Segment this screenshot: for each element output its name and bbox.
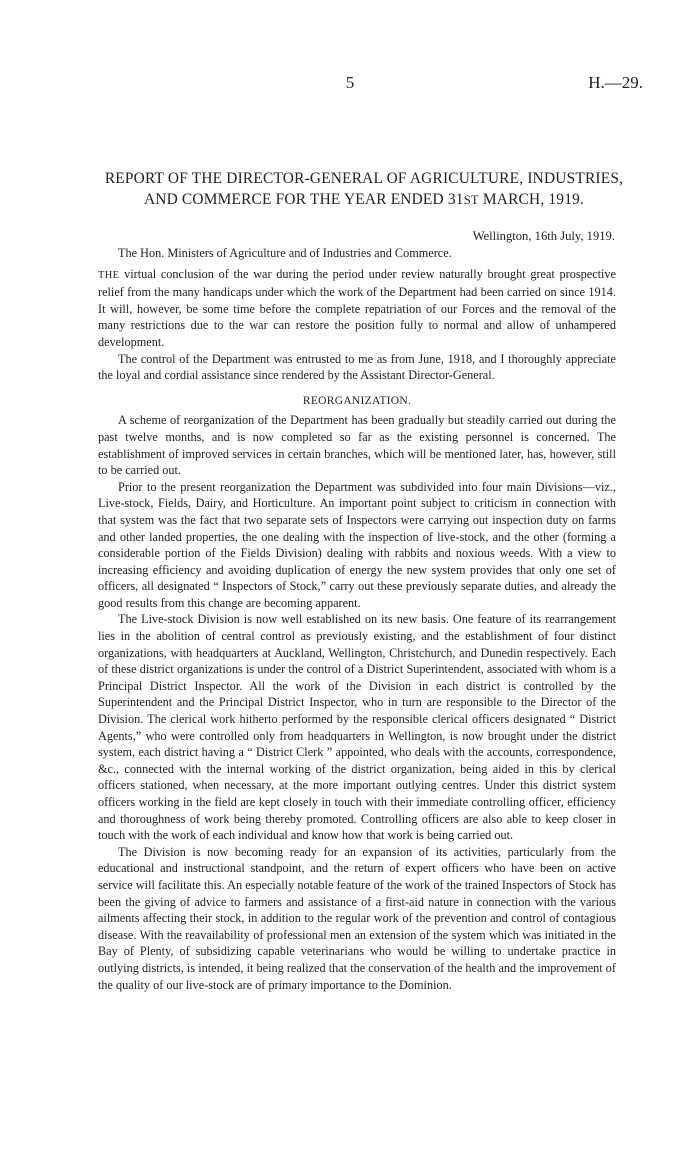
report-title-line-2 (100, 189, 628, 211)
report-title-line-1: REPORT OF THE DIRECTOR-GENERAL OF AGRICULTURE, INDUSTRIES, (104, 170, 624, 187)
paragraph-lead-word: THE (98, 269, 120, 281)
page-number: 5 (345, 73, 355, 92)
reorganization-paragraph-2: Prior to the present reorganization the Department was subdivided into four main Divisions—viz., Live-stock, Fields, Dairy, and Horticulture. An important point subject to criticism in connection with that system was the fact that two separate sets of Inspectors were carrying out inspection duty on farms and other landed properties, the one dealing with the inspection of live-stock, and the other (forming a considerable portion of the Fields Division) dealing with rabbits and noxious weeds. With a view to increasing efficiency and avoiding duplication of energy the new system provides that only one set of officers, all designated “ Inspectors of Stock,” carry out these previously separate duties, and already the good results from this change are becoming apparent. (98, 479, 616, 610)
document-code: H.—29. (588, 73, 643, 92)
salutation: The Hon. Ministers of Agriculture and of Industries and Commerce. (118, 246, 452, 260)
report-body (98, 245, 616, 993)
reorganization-paragraph-3: The Live-stock Division is now well established on its new basis. One feature of its rearrangement lies in the abolition of central control as previously existing, and the establishment of four distinct organizations, with headquarters at Auckland, Wellington, Christchurch, and Dunedin respectively. Each of these district organizations is under the control of a District Superintendent, associated with whom is a Principal District Inspector. All the work of the Division in each district is controlled by the Superintendent and the Principal District Inspector, who in turn are responsible to the Director of the Division. The clerical work hitherto performed by the responsible clerical officers designated “ District Agents,” who were controlled only from headquarters in Wellington, is now brought under the district system, each district having a “ District Clerk ” appointed, who deals with the accounts, correspondence, &c., connected with the internal working of the district organization, being aided in this by clerical officers stationed, when necessary, at the more important outlying centres. Under this district system officers working in the field are kept closely in touch with their immediate controlling officer, efficiency and thoroughness of work being thereby promoted. Controlling officers are also able to keep closer in touch with the work of each individual and know how that work is being carried out. (98, 612, 616, 843)
intro-paragraph (98, 266, 616, 351)
ordinal-suffix: ST (463, 193, 479, 207)
intro-paragraph-text: virtual conclusion of the war during the period under review naturally brought great prospective relief from the many handicaps under which the work of the Department had been carried on since 1914. It will, however, be some time before the complete repatriation of our Forces and the removal of the many restrictions due to the war can restore the position fully to normal and allow of unhampered development. (98, 266, 616, 349)
control-paragraph: The control of the Department was entrusted to me as from June, 1918, and I thoroughly appreciate the loyal and cordial assistance since rendered by the Assistant Director-General. (98, 351, 616, 383)
report-title-line-2-start: AND COMMERCE FOR THE YEAR ENDED 31 (143, 191, 464, 208)
reorganization-paragraph-4: The Division is now becoming ready for an expansion of its activities, particularly from the educational and instructional standpoint, and the return of expert officers who have been on active service will facilitate this. An especially notable feature of the work of the trained Inspectors of Stock has been the giving of advice to farmers and assistance of a first-aid nature in connection with the various ailments affecting their stock, in addition to the regular work of the prevention and control of contagious disease. With the reavailability of professional men an extension of the system which was initiated in the Bay of Plenty, of subsidizing capable veterinarians who would be willing to undertake practice in outlying districts, is intended, it being realized that the conservation of the health and the improvement of the quality of our live-stock are of primary importance to the Dominion. (98, 844, 616, 992)
report-title-line-2-end: MARCH, 1919. (478, 191, 585, 208)
section-heading-reorganization: REORGANIZATION. (302, 394, 412, 407)
dateline: Wellington, 16th July, 1919. (472, 229, 615, 243)
reorganization-paragraph-1: A scheme of reorganization of the Department has been gradually but steadily carried out during the past twelve months, and is now completed so far as the existing personnel is concerned. The establishment of improved services in certain branches, which will be mentioned later, has, however, still to be carried out. (98, 413, 616, 478)
report-title (100, 168, 628, 211)
